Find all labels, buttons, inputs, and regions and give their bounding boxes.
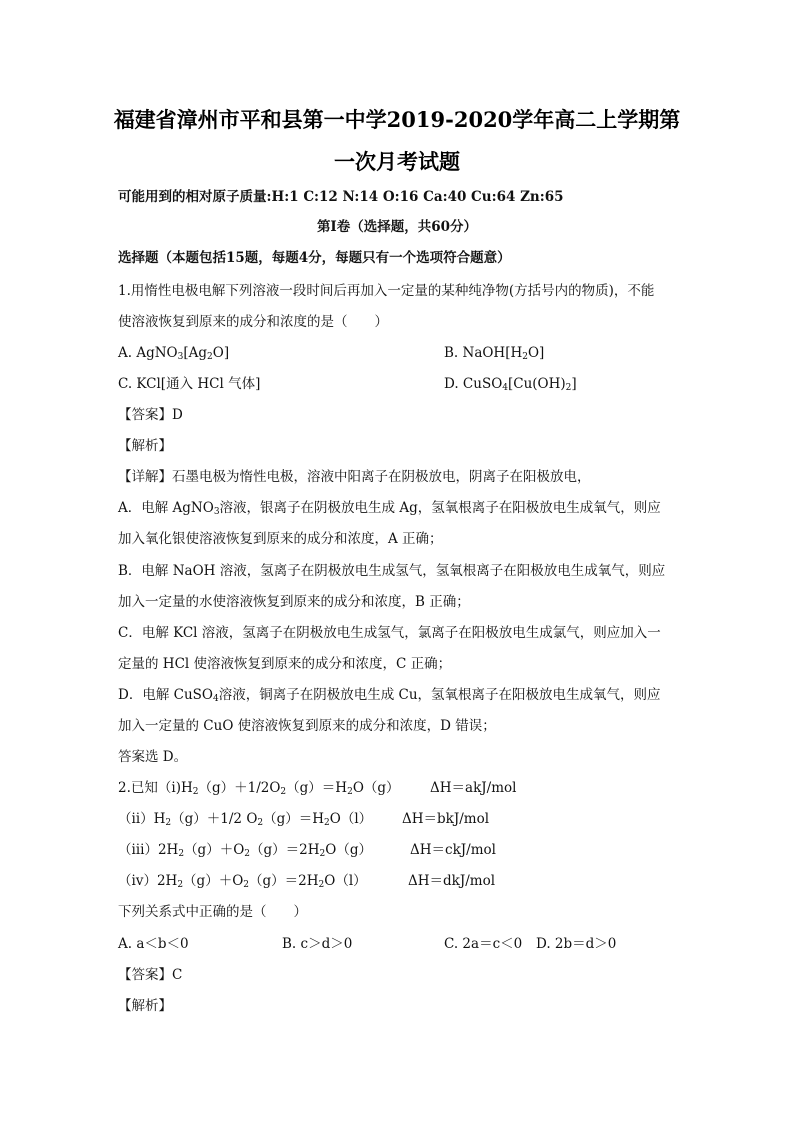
document-title-line2: 一次月考试题	[334, 149, 460, 174]
q2-stem: 下列关系式中正确的是（ ）	[118, 904, 307, 920]
q1-analysis-b-line1: B．电解 NaOH 溶液，氢离子在阴极放电生成氢气，氢氧根离子在阳极放电生成氧气，则应	[118, 563, 666, 579]
q2-equation-1: 2.已知$(ⅰ)H_2(g)+1/2O_2(g)=H_2O(g)$	[118, 780, 400, 797]
q2-option-b: B. c＞d＞0	[282, 936, 353, 952]
q1-analysis-a-line1: A．电解 AgNO$_3$溶液，银离子在阴极放电生成 Ag，氢氧根离子在阳极放电生成氧气，则应	[118, 500, 661, 517]
q2-equation-4-enthalpy: ΔH＝dkJ/mol	[408, 873, 496, 889]
q1-stem-line1: 1.用惰性电极电解下列溶液一段时间后再加入一定量的某种纯净物(方括号内的物质)，不能	[118, 283, 655, 299]
q1-option-b: B. $NaOH[H_2O]$	[444, 345, 545, 362]
section-title: 第Ⅰ卷（选择题，共60分）	[316, 219, 478, 235]
q1-analysis-d-line2: 加入一定量的 CuO 使溶液恢复到原来的成分和浓度，D 错误；	[118, 718, 496, 734]
q1-option-c: C. KCl[通入 HCl 气体]	[118, 376, 261, 392]
q1-detail: 【详解】石墨电极为惰性电极，溶液中阳离子在阴极放电，阴离子在阳极放电，	[118, 469, 591, 485]
q2-equation-4: $(ⅳ)2H_2(g)+O_2(g)=2H_2O(l)$	[118, 873, 367, 890]
q1-analysis-c-line2: 定量的 HCl 使溶液恢复到原来的成分和浓度，C 正确；	[118, 656, 452, 672]
section-description: 选择题（本题包括15题，每题4分，每题只有一个选项符合题意）	[118, 250, 511, 266]
q2-option-d: D. 2b＝d＞0	[536, 936, 617, 952]
q2-analysis-label: 【解析】	[118, 998, 172, 1014]
q1-option-a: A. $AgNO_3[Ag_2O]$	[118, 345, 230, 362]
q1-analysis-label: 【解析】	[118, 438, 172, 454]
q1-analysis-d-line1: D．电解 CuSO$_4$溶液，铜离子在阴极放电生成 Cu，氢氧根离子在阳极放电生成氧气，则应	[118, 687, 661, 704]
q2-option-a: A. a＜b＜0	[118, 936, 189, 952]
q1-stem-line2: 使溶液恢复到原来的成分和浓度的是（ ）	[118, 314, 388, 330]
q2-equation-2: $(ⅱ)H_2(g)+1/2$ $O_2(g)=H_2O(l)$	[118, 811, 373, 828]
q2-option-c: C. 2a＝c＜0	[444, 936, 523, 952]
q2-equation-1-enthalpy: ΔH＝akJ/mol	[430, 780, 517, 796]
q2-equation-3: $(ⅲ)2H_2(g)+O_2(g)=2H_2O(g)$	[118, 842, 372, 859]
q1-analysis-c-line1: C．电解 KCl 溶液，氢离子在阴极放电生成氢气，氯离子在阳极放电生成氯气，则应加入一	[118, 625, 661, 641]
q1-option-d: D. $CuSO_4[Cu(OH)_2]$	[444, 376, 577, 393]
q2-equation-2-enthalpy: ΔH＝bkJ/mol	[402, 811, 490, 827]
q1-analysis-b-line2: 加入一定量的水使溶液恢复到原来的成分和浓度，B 正确；	[118, 594, 470, 610]
atomic-masses: 可能用到的相对原子质量:H:1 C:12 N:14 O:16 Ca:40 Cu:64 Zn:65	[118, 189, 564, 205]
q1-conclusion: 答案选 D。	[118, 749, 188, 765]
q2-equation-3-enthalpy: ΔH＝ckJ/mol	[410, 842, 496, 858]
q1-analysis-a-line2: 加入氧化银使溶液恢复到原来的成分和浓度，A 正确；	[118, 531, 443, 547]
q1-answer: 【答案】D	[118, 407, 183, 423]
q2-answer: 【答案】C	[118, 967, 183, 983]
document-title-line1: 福建省漳州市平和县第一中学2019-2020学年高二上学期第	[113, 107, 681, 132]
